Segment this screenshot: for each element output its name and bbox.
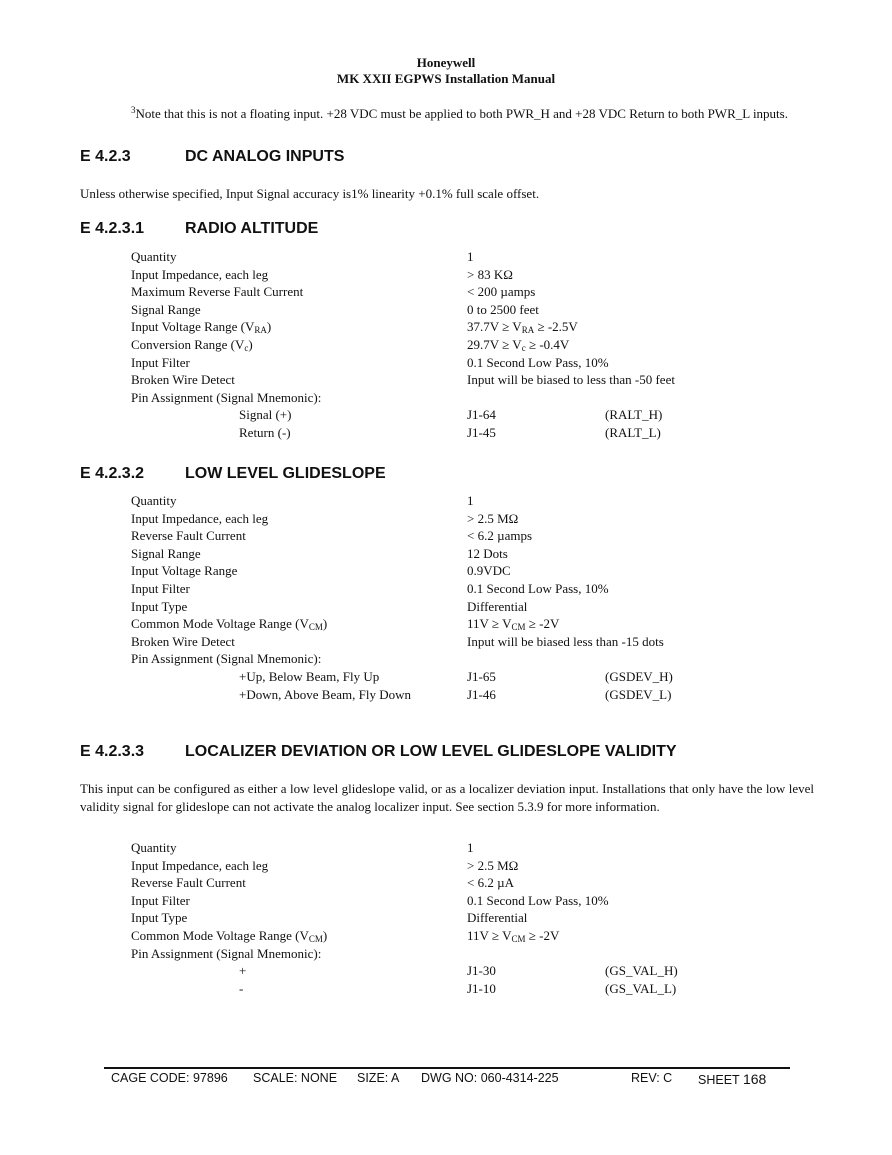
cage-code: CAGE CODE: 97896 bbox=[111, 1071, 228, 1085]
spec-value: $11V \ge V_{CM} \ge -2V$ bbox=[467, 616, 560, 633]
spec-label: +Down, Above Beam, Fly Down bbox=[239, 686, 411, 702]
spec-label: Signal Range bbox=[131, 545, 201, 561]
spec-value: 0.9VDC bbox=[467, 563, 511, 579]
spec-row bbox=[131, 962, 831, 980]
section-title: LOCALIZER DEVIATION OR LOW LEVEL GLIDESLOPE VALIDITY bbox=[185, 743, 677, 760]
spec-label: Pin Assignment (Signal Mnemonic): bbox=[131, 389, 322, 405]
spec-row bbox=[131, 248, 831, 266]
spec-row bbox=[131, 580, 831, 598]
spec-row bbox=[131, 371, 831, 389]
spec-row bbox=[131, 406, 831, 424]
spec-value: Input will be biased to less than -50 feet bbox=[467, 372, 675, 388]
footnote bbox=[131, 105, 807, 122]
footnote-marker: 3 bbox=[131, 105, 136, 115]
spec-label: Pin Assignment (Signal Mnemonic): bbox=[131, 651, 322, 667]
spec-value: > 2.5 MΩ bbox=[467, 510, 519, 526]
spec-row bbox=[131, 424, 831, 442]
spec-row bbox=[131, 283, 831, 301]
spec-label: - bbox=[239, 980, 244, 996]
spec-row bbox=[131, 527, 831, 545]
spec-value: > 2.5 MΩ bbox=[467, 857, 519, 873]
spec-row bbox=[131, 909, 831, 927]
sheet bbox=[698, 1071, 766, 1087]
spec-label: Input Impedance, each leg bbox=[131, 857, 269, 873]
section-title: DC ANALOG INPUTS bbox=[185, 148, 345, 165]
section-number: E 4.2.3 bbox=[80, 148, 131, 165]
spec-label: Pin Assignment (Signal Mnemonic): bbox=[131, 945, 322, 961]
spec-value: $37.7V \ge V_{RA} \ge -2.5V$ bbox=[467, 319, 578, 336]
spec-row bbox=[131, 945, 831, 963]
spec-row bbox=[131, 650, 831, 668]
scale: SCALE: NONE bbox=[253, 1071, 338, 1085]
spec-value: Input will be biased less than -15 dots bbox=[467, 633, 664, 649]
revision: REV: C bbox=[631, 1071, 673, 1085]
spec-value: Differential bbox=[467, 598, 528, 614]
spec-value: > 83 KΩ bbox=[467, 266, 513, 282]
spec-label: Reverse Fault Current bbox=[131, 528, 246, 544]
footnote-text: Note that this is not a floating input. +28 VDC must be applied to both PWR_H and +28 VDC Return to both PWR_L inputs. bbox=[135, 106, 788, 121]
spec-table-low-level-glideslope bbox=[131, 492, 831, 703]
section-number: E 4.2.3.1 bbox=[80, 220, 145, 237]
spec-value: J1-46 bbox=[467, 686, 496, 702]
spec-value: 0.1 Second Low Pass, 10% bbox=[467, 892, 609, 908]
spec-row bbox=[131, 892, 831, 910]
manual-title: MK XXII EGPWS Installation Manual bbox=[336, 71, 556, 86]
spec-label: Reverse Fault Current bbox=[131, 875, 246, 891]
spec-value: 0.1 Second Low Pass, 10% bbox=[467, 354, 609, 370]
spec-row bbox=[131, 615, 831, 633]
section-paragraph: Unless otherwise specified, Input Signal accuracy is1% linearity +0.1% full scale offset. bbox=[80, 186, 540, 201]
spec-value: J1-65 bbox=[467, 668, 496, 684]
spec-row bbox=[131, 686, 831, 704]
footer-divider bbox=[104, 1067, 790, 1069]
spec-value: $29.7V \ge V_c \ge -0.4V$ bbox=[467, 336, 570, 353]
section-paragraph: This input can be configured as either a low level glideslope valid, or as a localizer deviation input. Installations that only have the low level validity signal for glideslope can not activate the analog localizer input. See section 5.3.9 for more information. bbox=[80, 781, 814, 814]
spec-value: J1-45 bbox=[467, 424, 496, 440]
spec-label: Input Impedance, each leg bbox=[131, 266, 269, 282]
spec-label: +Up, Below Beam, Fly Up bbox=[239, 668, 380, 684]
spec-value: $11V \ge V_{CM} \ge -2V$ bbox=[467, 927, 560, 944]
spec-label: Input Impedance, each leg bbox=[131, 510, 269, 526]
spec-row bbox=[131, 562, 831, 580]
spec-table-radio-altitude bbox=[131, 248, 831, 442]
spec-row bbox=[131, 318, 831, 336]
spec-value: < 6.2 µamps bbox=[467, 528, 533, 544]
spec-row bbox=[131, 874, 831, 892]
spec-value: 1 bbox=[467, 493, 474, 508]
spec-label: Input Voltage Range $(V_{RA})$ bbox=[131, 319, 272, 336]
spec-value: J1-64 bbox=[467, 407, 496, 423]
spec-row bbox=[131, 354, 831, 372]
section-number: E 4.2.3.3 bbox=[80, 743, 145, 760]
spec-label: Input Filter bbox=[131, 354, 190, 370]
spec-value: < 200 µamps bbox=[467, 284, 536, 300]
spec-row bbox=[131, 266, 831, 284]
spec-row bbox=[131, 927, 831, 945]
sheet-label: SHEET bbox=[698, 1073, 740, 1087]
spec-row bbox=[131, 668, 831, 686]
spec-value: 1 bbox=[467, 840, 474, 855]
spec-label: Input Type bbox=[131, 598, 188, 614]
spec-value: 0.1 Second Low Pass, 10% bbox=[467, 580, 609, 596]
spec-label: Signal (+) bbox=[239, 407, 292, 423]
section-heading-dc-analog bbox=[80, 148, 344, 166]
spec-label: Input Filter bbox=[131, 580, 190, 596]
spec-row bbox=[131, 857, 831, 875]
sheet-number: 168 bbox=[742, 1071, 767, 1087]
spec-value: Differential bbox=[467, 910, 528, 926]
section-heading-localizer-deviation bbox=[80, 743, 677, 761]
size: SIZE: A bbox=[357, 1071, 400, 1085]
spec-label: Broken Wire Detect bbox=[131, 372, 235, 388]
spec-label: Input Filter bbox=[131, 892, 190, 908]
signal-mnemonic: (GSDEV_H) bbox=[605, 668, 673, 684]
spec-label: Quantity bbox=[131, 249, 177, 264]
spec-row bbox=[131, 633, 831, 651]
spec-row bbox=[131, 598, 831, 616]
spec-row bbox=[131, 336, 831, 354]
spec-label: Broken Wire Detect bbox=[131, 633, 235, 649]
spec-table-localizer-deviation bbox=[131, 839, 831, 997]
signal-mnemonic: (GS_VAL_H) bbox=[605, 963, 678, 979]
section-title: LOW LEVEL GLIDESLOPE bbox=[185, 465, 386, 482]
spec-row bbox=[131, 545, 831, 563]
spec-row bbox=[131, 389, 831, 407]
signal-mnemonic: (RALT_H) bbox=[605, 407, 663, 423]
section-number: E 4.2.3.2 bbox=[80, 465, 145, 482]
signal-mnemonic: (GSDEV_L) bbox=[605, 686, 672, 702]
spec-label: Common Mode Voltage Range $(V_{CM})$ bbox=[131, 927, 328, 944]
spec-value: 12 Dots bbox=[467, 545, 508, 561]
company-name: Honeywell bbox=[416, 55, 476, 70]
spec-row bbox=[131, 510, 831, 528]
spec-value: < 6.2 µA bbox=[467, 875, 514, 891]
spec-row bbox=[131, 301, 831, 319]
signal-mnemonic: (GS_VAL_L) bbox=[605, 980, 677, 996]
spec-row bbox=[131, 980, 831, 998]
spec-value: J1-10 bbox=[467, 980, 496, 996]
spec-value: 1 bbox=[467, 249, 474, 264]
spec-label: Return (-) bbox=[239, 424, 291, 440]
spec-row bbox=[131, 839, 831, 857]
spec-label: Quantity bbox=[131, 840, 177, 855]
drawing-number: DWG NO: 060-4314-225 bbox=[421, 1071, 559, 1085]
document-header bbox=[0, 55, 892, 87]
spec-label: + bbox=[239, 963, 247, 979]
section-heading-radio-altitude bbox=[80, 220, 318, 238]
spec-label: Conversion Range $(V_c)$ bbox=[131, 336, 253, 353]
signal-mnemonic: (RALT_L) bbox=[605, 424, 661, 440]
spec-label: Maximum Reverse Fault Current bbox=[131, 284, 304, 300]
section-title: RADIO ALTITUDE bbox=[185, 220, 319, 237]
spec-value: J1-30 bbox=[467, 963, 496, 979]
spec-label: Input Voltage Range bbox=[131, 563, 238, 579]
spec-label: Signal Range bbox=[131, 301, 201, 317]
spec-label: Quantity bbox=[131, 493, 177, 508]
spec-label: Common Mode Voltage Range $(V_{CM})$ bbox=[131, 616, 328, 633]
spec-value: 0 to 2500 feet bbox=[467, 301, 539, 317]
spec-row bbox=[131, 492, 831, 510]
spec-label: Input Type bbox=[131, 910, 188, 926]
section-heading-low-level-glideslope bbox=[80, 465, 386, 483]
